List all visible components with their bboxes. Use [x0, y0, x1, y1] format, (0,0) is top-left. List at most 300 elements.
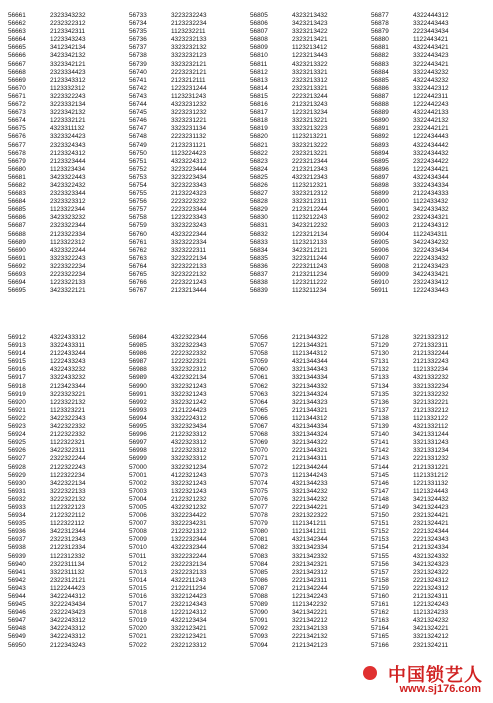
key-code-number: 56755 [129, 190, 147, 198]
table-row [129, 28, 229, 36]
bitting-value: 3322124423 [171, 593, 207, 600]
table-row [250, 214, 350, 222]
key-code-number: 56839 [250, 287, 268, 295]
key-code-number: 56838 [250, 279, 268, 287]
table-row [129, 101, 229, 109]
key-code-number: 57143 [371, 455, 389, 463]
bitting-value: 3422433432 [413, 206, 449, 214]
bitting-value: 2323343232 [50, 12, 86, 19]
key-code-number: 56994 [129, 414, 147, 422]
table-row [250, 28, 350, 36]
key-code-number: 56805 [250, 12, 268, 19]
bitting-value: 4321344344 [292, 358, 328, 366]
bitting-value: 1123332312 [50, 84, 86, 92]
bitting-value: 2123231121 [171, 141, 207, 149]
key-code-number: 57128 [371, 334, 389, 341]
key-code-number: 56935 [8, 520, 26, 528]
key-code-number: 57150 [371, 512, 389, 520]
table-row [371, 61, 471, 69]
table-row [250, 617, 350, 625]
key-code-number: 56675 [8, 125, 26, 133]
key-code-number: 56906 [371, 246, 389, 254]
bitting-value: 3221332221 [413, 398, 449, 406]
bitting-value: 1223213443 [292, 52, 328, 60]
key-code-number: 56678 [8, 149, 26, 157]
table-row [250, 407, 350, 415]
table-row [371, 601, 471, 609]
bitting-value: 3223232243 [171, 12, 207, 19]
bitting-value: 3322321242 [171, 398, 207, 406]
key-code-number: 57140 [371, 431, 389, 439]
table-row [8, 12, 108, 20]
table-row [371, 190, 471, 198]
table-row [250, 439, 350, 447]
bitting-value: 3323213321 [292, 68, 328, 76]
bitting-value: 1223212134 [292, 230, 328, 238]
table-row [371, 447, 471, 455]
key-code-number: 56815 [250, 92, 268, 100]
table-row [129, 488, 229, 496]
bitting-value: 3322434334 [413, 181, 449, 189]
table-row [8, 383, 108, 391]
table-row [129, 633, 229, 641]
bitting-value: 2223221243 [171, 279, 207, 287]
bitting-value: 2321342312 [292, 568, 328, 576]
table-row [8, 85, 108, 93]
key-code-number: 57058 [250, 350, 268, 358]
table-row [129, 247, 229, 255]
key-code-number: 56680 [8, 165, 26, 173]
key-code-number: 56806 [250, 20, 268, 28]
key-code-number: 56941 [8, 568, 26, 576]
table-row [8, 496, 108, 504]
key-code-number: 57088 [250, 593, 268, 600]
table-row [371, 358, 471, 366]
bitting-value: 2123213444 [171, 287, 207, 295]
key-code-number: 57065 [250, 406, 268, 414]
key-code-number: 57133 [371, 374, 389, 382]
table-row [8, 142, 108, 150]
bitting-value: 3322443423 [413, 52, 449, 60]
key-code-number: 56901 [371, 206, 389, 214]
key-code-number: 57159 [371, 584, 389, 592]
key-code-number: 56927 [8, 455, 26, 463]
bitting-value: 1221342243 [292, 593, 328, 600]
table-row [129, 415, 229, 423]
key-code-number: 56928 [8, 463, 26, 471]
table-row [371, 536, 471, 544]
bitting-value: 2323323344 [50, 190, 86, 198]
table-row [371, 593, 471, 601]
bitting-value: 3323322243 [50, 254, 86, 262]
code-column-1 [8, 12, 108, 322]
table-row [371, 125, 471, 133]
table-row [371, 69, 471, 77]
bitting-value: 3321342334 [292, 544, 328, 552]
table-row [129, 166, 229, 174]
table-row [371, 407, 471, 415]
table-row [8, 28, 108, 36]
bitting-value: 3322321243 [171, 382, 207, 390]
key-code-number: 56666 [8, 52, 26, 60]
key-code-number: 56832 [250, 230, 268, 238]
table-row [8, 528, 108, 536]
bitting-value: 2122312334 [50, 544, 86, 552]
key-code-number: 56984 [129, 334, 147, 341]
bitting-value: 2223232121 [171, 68, 207, 76]
key-code-number: 57132 [371, 366, 389, 374]
bitting-value: 2121332212 [413, 406, 449, 414]
bitting-value: 1322232344 [171, 536, 207, 544]
key-code-number: 56748 [129, 133, 147, 141]
bitting-value: 2223322234 [50, 271, 86, 278]
bitting-value: 4321324332 [413, 552, 449, 560]
key-code-number: 56895 [371, 157, 389, 165]
table-row [129, 142, 229, 150]
table-row [250, 472, 350, 480]
key-code-number: 56923 [8, 423, 26, 431]
bitting-value: 3321331243 [413, 439, 449, 447]
bitting-value: 2322124343 [171, 601, 207, 609]
bitting-value: 2221324312 [413, 576, 449, 584]
key-code-number: 56683 [8, 190, 26, 198]
bitting-value: 1122322123 [50, 503, 86, 511]
table-row [371, 166, 471, 174]
table-row [371, 617, 471, 625]
code-column-6 [129, 334, 229, 678]
key-code-number: 56884 [371, 68, 389, 76]
table-row [250, 496, 350, 504]
key-code-number: 57018 [129, 609, 147, 617]
table-row [250, 350, 350, 358]
bitting-value: 3321324212 [413, 633, 449, 641]
bitting-value: 2321322322 [292, 512, 328, 520]
key-code-number: 56673 [8, 109, 26, 117]
key-code-number: 56672 [8, 101, 26, 109]
table-row [371, 271, 471, 279]
key-code-number: 56835 [250, 254, 268, 262]
bitting-value: 1121332234 [413, 366, 449, 374]
table-row [8, 158, 108, 166]
key-code-number: 56904 [371, 230, 389, 238]
key-code-number: 56914 [8, 350, 26, 358]
table-row [250, 415, 350, 423]
key-code-number: 56661 [8, 12, 26, 19]
bitting-value: 2122343243 [50, 641, 86, 649]
bitting-value: 3221344324 [292, 390, 328, 398]
table-row [129, 391, 229, 399]
key-code-number: 56760 [129, 230, 147, 238]
table-row [129, 625, 229, 633]
table-row [371, 577, 471, 585]
key-code-number: 56882 [371, 52, 389, 60]
key-code-number: 56943 [8, 584, 26, 592]
bitting-value: 3222322133 [50, 487, 86, 495]
key-code-number: 56949 [8, 633, 26, 641]
key-code-number: 56808 [250, 36, 268, 44]
bitting-value: 3223342132 [50, 109, 86, 117]
bitting-value: 1121341211 [292, 528, 327, 536]
table-row [250, 488, 350, 496]
table-row [8, 52, 108, 60]
bitting-value: 3423322121 [50, 287, 86, 295]
key-code-number: 56926 [8, 447, 26, 455]
key-code-number: 57084 [250, 560, 268, 568]
key-code-number: 57074 [250, 479, 268, 487]
key-code-number: 57145 [371, 471, 389, 479]
table-row [129, 464, 229, 472]
key-code-number: 57069 [250, 439, 268, 447]
bitting-value: 3423322432 [50, 181, 86, 189]
table-row [8, 464, 108, 472]
key-code-number: 57155 [371, 552, 389, 560]
key-code-number: 56896 [371, 165, 389, 173]
bitting-value: 2322232134 [171, 560, 207, 568]
bitting-value: 3423212232 [292, 222, 328, 230]
table-row [250, 150, 350, 158]
bitting-value: 1223211222 [292, 279, 328, 287]
bitting-value: 3223223434 [171, 173, 207, 181]
bitting-value: 2221344221 [292, 503, 328, 511]
bitting-value: 3422243312 [50, 617, 86, 625]
key-code-number: 57073 [250, 471, 268, 479]
table-row [250, 12, 350, 20]
bitting-value: 3323212311 [292, 198, 328, 206]
table-row [250, 593, 350, 601]
key-code-number: 57135 [371, 390, 389, 398]
bitting-value: 3421324221 [413, 625, 449, 633]
bitting-value: 1121341211 [292, 520, 327, 528]
table-row [250, 166, 350, 174]
table-row [8, 182, 108, 190]
bitting-value: 2122211234 [171, 584, 207, 592]
bitting-value: 3321342332 [292, 552, 328, 560]
bitting-value: 2321342133 [292, 625, 328, 633]
bitting-value: 1222433243 [50, 358, 86, 366]
key-code-number: 56743 [129, 92, 147, 100]
table-row [371, 85, 471, 93]
key-code-number: 56682 [8, 181, 26, 189]
key-code-number: 57067 [250, 423, 268, 431]
bitting-value: 1122312332 [50, 552, 86, 560]
table-row [371, 439, 471, 447]
table-row [8, 617, 108, 625]
table-row [129, 480, 229, 488]
key-code-number: 56765 [129, 271, 147, 278]
bitting-value: 1221324243 [413, 601, 449, 609]
table-row [371, 158, 471, 166]
bitting-value: 1123212133 [292, 238, 328, 246]
table-row [250, 423, 350, 431]
table-row [129, 93, 229, 101]
key-code-number: 56879 [371, 28, 389, 36]
table-row [250, 231, 350, 239]
table-row [250, 383, 350, 391]
key-code-number: 56929 [8, 471, 26, 479]
key-code-number: 56819 [250, 125, 268, 133]
bitting-value: 3323213222 [292, 141, 328, 149]
table-row [129, 366, 229, 374]
code-table-top [8, 12, 490, 322]
table-row [8, 263, 108, 271]
key-code-number: 57011 [129, 552, 147, 560]
bitting-value: 2323213321 [292, 84, 328, 92]
table-row [371, 633, 471, 641]
bitting-value: 4322443421 [413, 44, 449, 52]
table-row [8, 423, 108, 431]
table-row [129, 342, 229, 350]
table-row [250, 142, 350, 150]
bitting-value: 1222433443 [413, 287, 449, 295]
key-code-number: 57083 [250, 552, 268, 560]
bitting-value: 3222243434 [50, 601, 86, 609]
table-row [371, 366, 471, 374]
bitting-value: 3322234422 [171, 512, 207, 520]
watermark-url: www.sj176.com [399, 683, 481, 695]
table-row [129, 383, 229, 391]
key-code-number: 56747 [129, 125, 147, 133]
key-code-number: 56767 [129, 287, 147, 295]
key-code-number: 56902 [371, 214, 389, 222]
bitting-value: 3322322312 [171, 366, 207, 374]
key-code-number: 57141 [371, 439, 389, 447]
table-row [250, 374, 350, 382]
key-code-number: 57059 [250, 358, 268, 366]
key-code-number: 57163 [371, 617, 389, 625]
table-row [129, 69, 229, 77]
table-row [129, 496, 229, 504]
bitting-value: 3322434432 [413, 149, 449, 157]
bitting-value: 2322434321 [413, 214, 449, 222]
table-row [8, 109, 108, 117]
bitting-value: 3321344324 [292, 431, 328, 439]
key-code-number: 57093 [250, 633, 268, 641]
bitting-value: 1223322133 [50, 279, 86, 287]
bitting-value: 1223223343 [171, 214, 207, 222]
bitting-value: 3223322243 [50, 92, 86, 100]
key-code-number: 56894 [371, 149, 389, 157]
bitting-value: 2322433412 [413, 279, 449, 287]
bitting-value: 1123224423 [171, 149, 207, 157]
table-row [8, 198, 108, 206]
key-code-number: 57158 [371, 576, 389, 584]
table-row [250, 239, 350, 247]
key-code-number: 57062 [250, 382, 268, 390]
table-row [8, 150, 108, 158]
code-column-8 [371, 334, 471, 678]
key-code-number: 56684 [8, 198, 26, 206]
bitting-value: 3323213223 [292, 125, 328, 133]
table-row [129, 569, 229, 577]
table-row [250, 93, 350, 101]
key-code-number: 56667 [8, 60, 26, 68]
bitting-value: 1123322344 [50, 206, 86, 214]
key-code-number: 57144 [371, 463, 389, 471]
table-row [250, 480, 350, 488]
table-row [8, 255, 108, 263]
key-code-number: 56662 [8, 20, 26, 28]
key-code-number: 56912 [8, 334, 26, 341]
key-code-number: 56733 [129, 12, 147, 19]
bitting-value: 3421324423 [413, 503, 449, 511]
table-row [8, 569, 108, 577]
table-row [129, 577, 229, 585]
key-code-number: 56740 [129, 68, 147, 76]
bitting-value: 2321342321 [292, 560, 328, 568]
bitting-value: 4323232133 [171, 36, 207, 44]
table-row [250, 36, 350, 44]
table-row [129, 150, 229, 158]
table-row [129, 504, 229, 512]
key-code-number: 56816 [250, 101, 268, 109]
table-row [8, 358, 108, 366]
bitting-value: 1223332121 [50, 117, 86, 125]
table-row [129, 512, 229, 520]
key-code-number: 57080 [250, 528, 268, 536]
table-row [250, 342, 350, 350]
table-row [250, 85, 350, 93]
key-code-number: 56695 [8, 287, 26, 295]
bitting-value: 2321324421 [413, 512, 449, 520]
table-row [371, 206, 471, 214]
bitting-value: 4323322244 [50, 246, 86, 254]
bitting-value: 1121324233 [413, 609, 449, 617]
table-row [250, 455, 350, 463]
table-row [250, 133, 350, 141]
table-row [8, 61, 108, 69]
key-code-number: 56907 [371, 254, 389, 262]
key-code-number: 56992 [129, 398, 147, 406]
table-row [8, 190, 108, 198]
bitting-value: 3423322443 [50, 173, 86, 181]
bitting-value: 2121331221 [413, 463, 449, 471]
key-code-number: 56751 [129, 157, 147, 165]
bitting-value: 2123324312 [50, 149, 86, 157]
table-row [250, 198, 350, 206]
bitting-value: 1121344243 [292, 471, 328, 479]
key-code-number: 56990 [129, 382, 147, 390]
key-code-number: 57019 [129, 617, 147, 625]
key-code-number: 56888 [371, 101, 389, 109]
table-row [8, 374, 108, 382]
bitting-value: 1121332122 [413, 414, 449, 422]
key-code-number: 56823 [250, 157, 268, 165]
key-code-number: 57001 [129, 471, 147, 479]
bitting-value: 3323232132 [171, 44, 207, 52]
bitting-value: 3322443232 [413, 68, 449, 76]
table-row [250, 504, 350, 512]
bitting-value: 3422434232 [413, 238, 449, 246]
table-row [371, 52, 471, 60]
table-row [250, 577, 350, 585]
key-code-number: 57000 [129, 463, 147, 471]
bitting-value: 1222322321 [171, 358, 207, 366]
bitting-value: 4323222344 [171, 230, 207, 238]
table-row [250, 609, 350, 617]
table-row [250, 20, 350, 28]
bitting-value: 2123224323 [171, 190, 207, 198]
table-row [8, 366, 108, 374]
bitting-value: 3322433311 [50, 342, 86, 350]
table-row [8, 536, 108, 544]
bitting-value: 3323223243 [171, 222, 207, 230]
bitting-value: 3223222133 [171, 262, 207, 270]
table-row [8, 407, 108, 415]
bitting-value: 1123322312 [50, 238, 86, 246]
table-row [371, 342, 471, 350]
key-code-number: 56945 [8, 601, 26, 609]
table-row [371, 431, 471, 439]
